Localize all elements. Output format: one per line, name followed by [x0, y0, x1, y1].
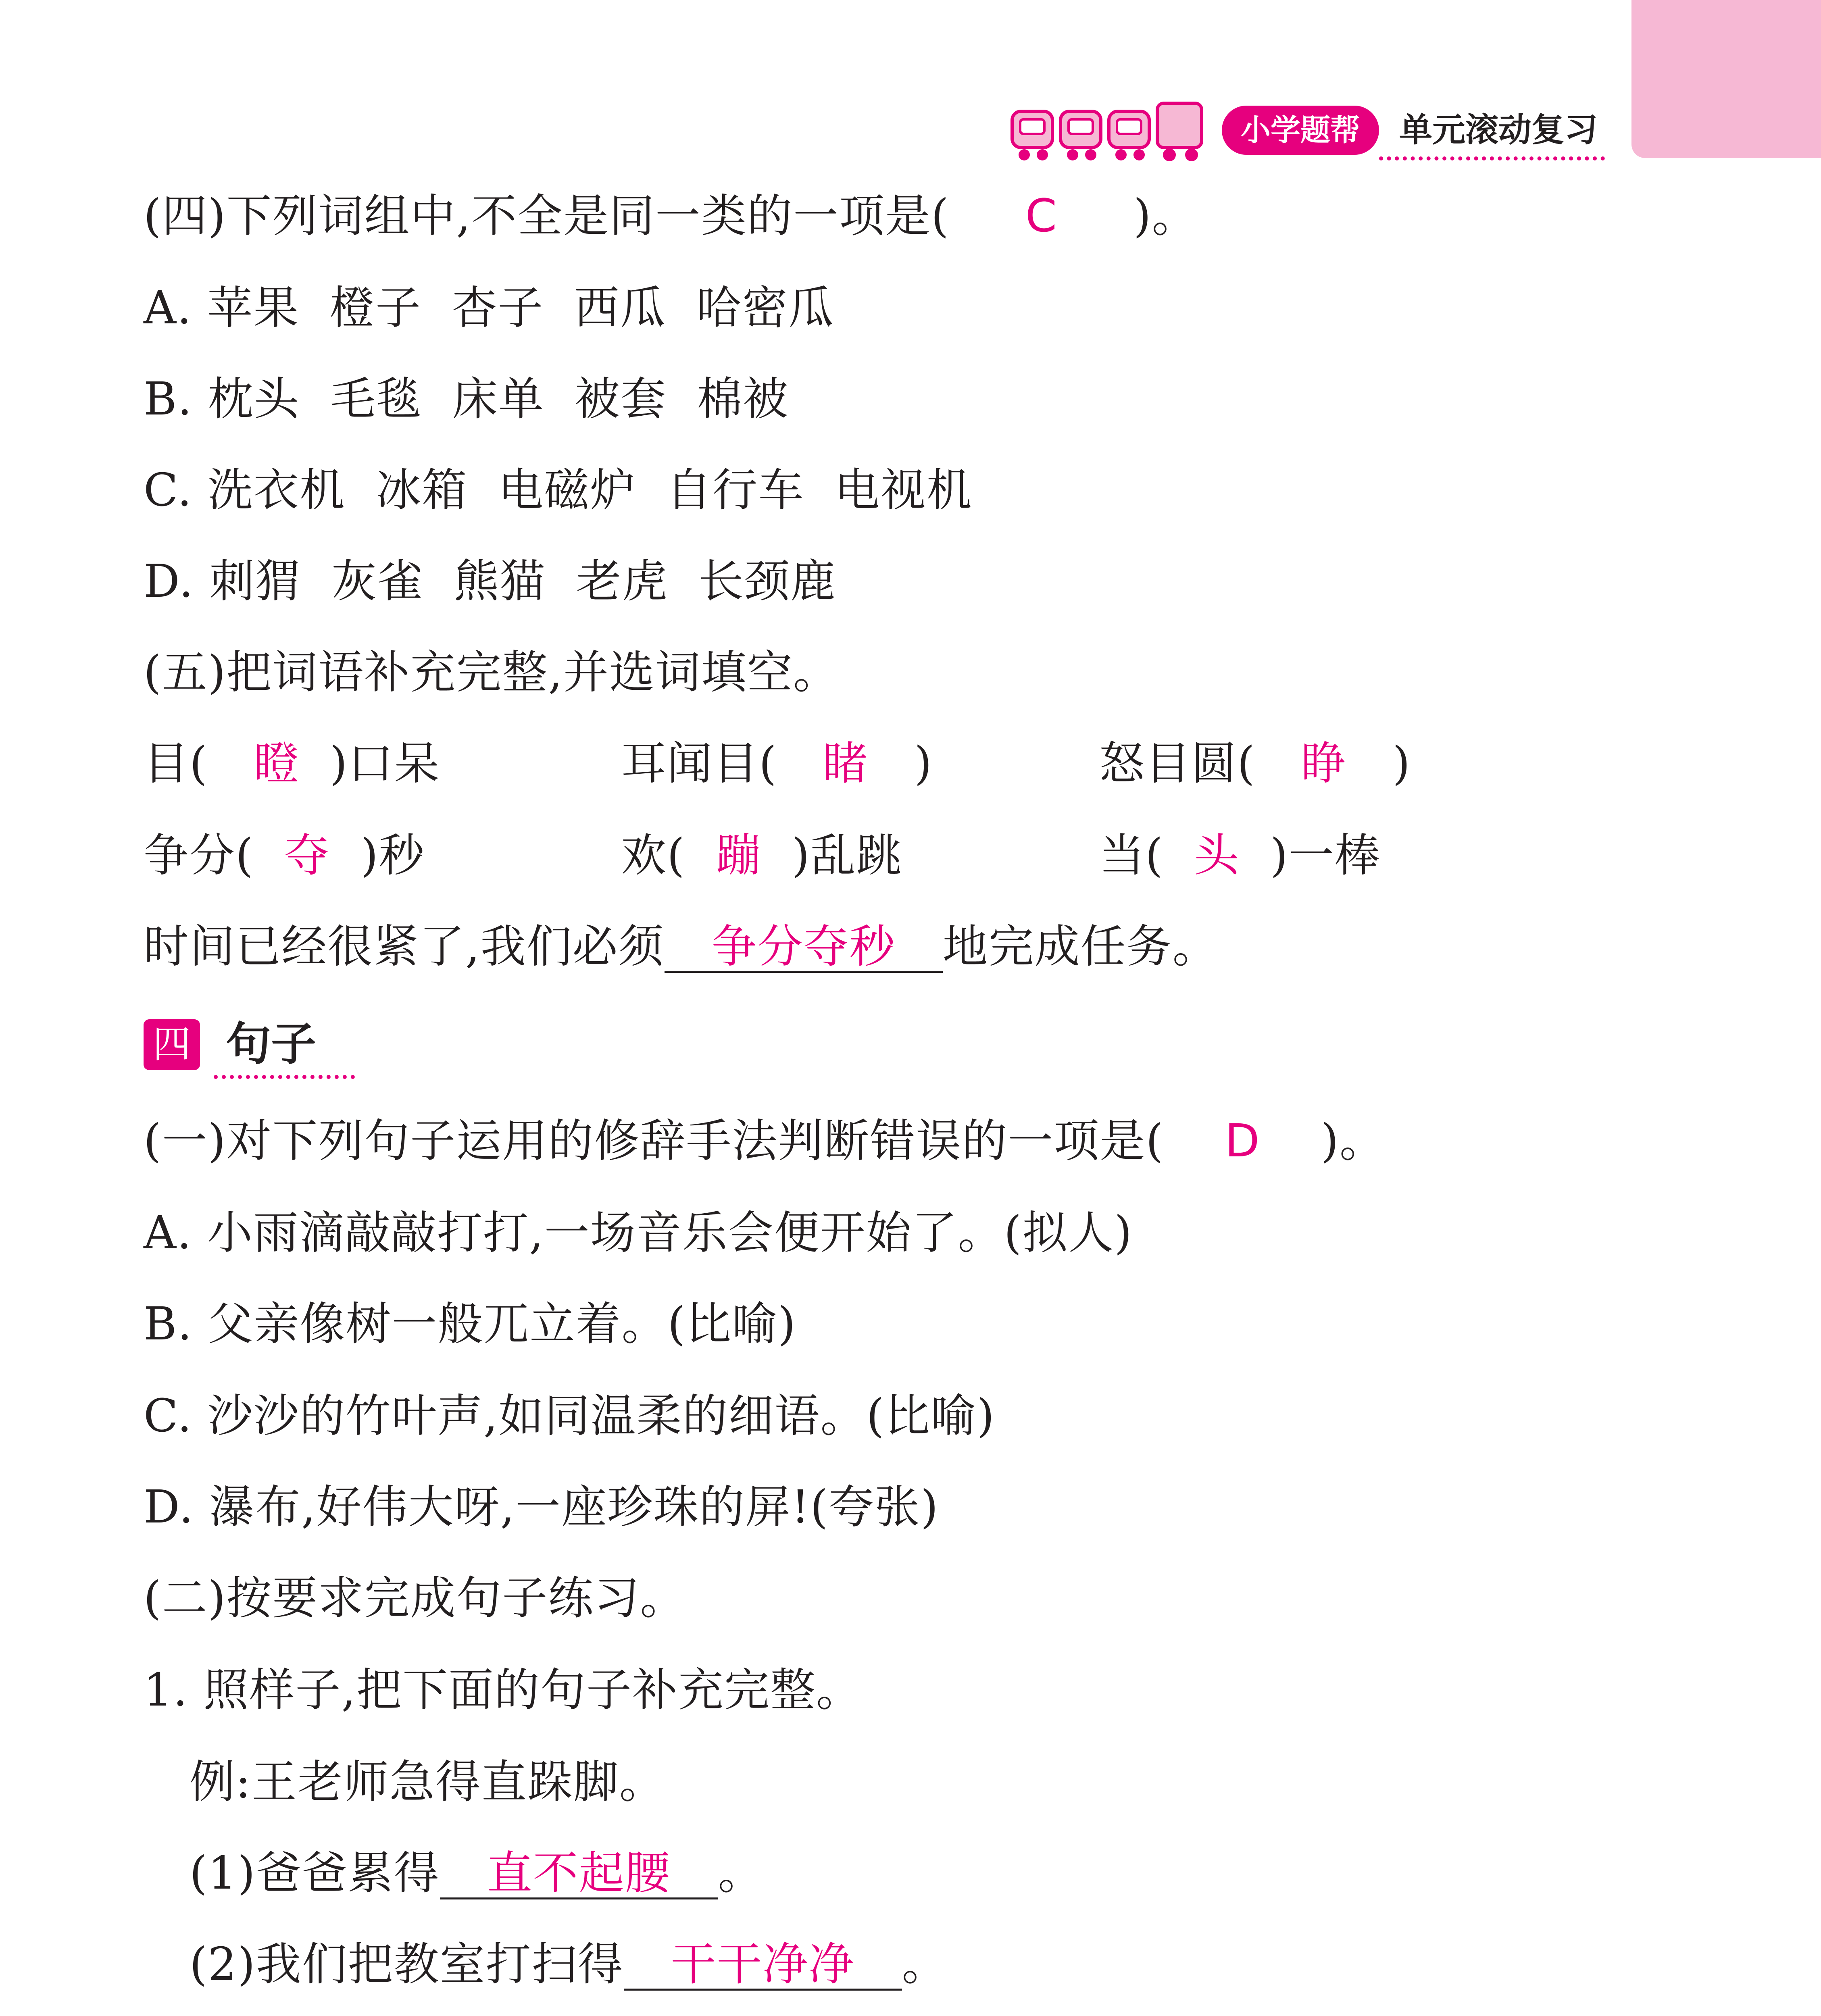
s2-sub2-answer: 干干净净 [624, 1940, 902, 1991]
brand-badge: 小学题帮 [1222, 106, 1379, 155]
s2-sub1: (1)爸爸累得 直不起腰 。 [190, 1847, 764, 1899]
idiom-1: 目( 瞪 )口呆 [144, 737, 440, 790]
q5-fill-answer: 争分夺秒 [665, 923, 943, 973]
s1-option-c: C. 沙沙的竹叶声,如同温柔的细语。(比喻) [144, 1390, 995, 1442]
s2-item1: 1. 照样子,把下面的句子补充完整。 [144, 1664, 863, 1716]
s1-option-b: B. 父亲像树一般兀立着。(比喻) [144, 1298, 796, 1350]
idiom-3: 怒目圆( 睁 ) [1099, 737, 1411, 790]
s2-sub1-answer: 直不起腰 [440, 1849, 718, 1899]
q4-option-a: A. 苹果 橙子 杏子 西瓜 哈密瓜 [144, 282, 834, 334]
header-title: 单元滚动复习 [1399, 111, 1598, 149]
idiom-2: 耳闻目( 睹 ) [621, 737, 933, 790]
section-underline [214, 1075, 355, 1079]
s2-sub2: (2)我们把教室打扫得 干干净净 。 [190, 1938, 948, 1991]
q4-option-c: C. 洗衣机 冰箱 电磁炉 自行车 电视机 [144, 464, 973, 516]
q4-stem: (四)下列词组中,不全是同一类的一项是( C )。 [144, 190, 1198, 242]
q4-answer: C [1025, 190, 1058, 242]
section-title: 句子 [226, 1018, 316, 1070]
s1-answer: D [1225, 1115, 1261, 1167]
q5-stem: (五)把词语补充完整,并选词填空。 [144, 646, 839, 699]
s1-option-d: D. 瀑布,好伟大呀,一座珍珠的屏!(夸张) [144, 1481, 939, 1533]
s2-example: 例:王老师急得直跺脚。 [190, 1756, 665, 1808]
idiom-4: 争分( 夺 )秒 [144, 829, 425, 882]
idiom-5: 欢( 蹦 )乱跳 [621, 829, 902, 882]
section-number: 四 [144, 1019, 200, 1070]
header-underline [1379, 156, 1605, 160]
q4-option-b: B. 枕头 毛毯 床单 被套 棉被 [144, 373, 789, 425]
idiom-6: 当( 头 )一棒 [1099, 829, 1381, 882]
s1-stem: (一)对下列句子运用的修辞手法判断错误的一项是( D )。 [144, 1115, 1386, 1167]
s2-stem: (二)按要求完成句子练习。 [144, 1572, 686, 1624]
q4-option-d: D. 刺猬 灰雀 熊猫 老虎 长颈鹿 [144, 555, 836, 608]
train-icon [1008, 95, 1210, 164]
s1-option-a: A. 小雨滴敲敲打打,一场音乐会便开始了。(拟人) [144, 1207, 1133, 1259]
page-corner-tab [1631, 0, 1821, 158]
q5-fill: 时间已经很紧了,我们必须 争分夺秒 地完成任务。 [144, 921, 1219, 973]
